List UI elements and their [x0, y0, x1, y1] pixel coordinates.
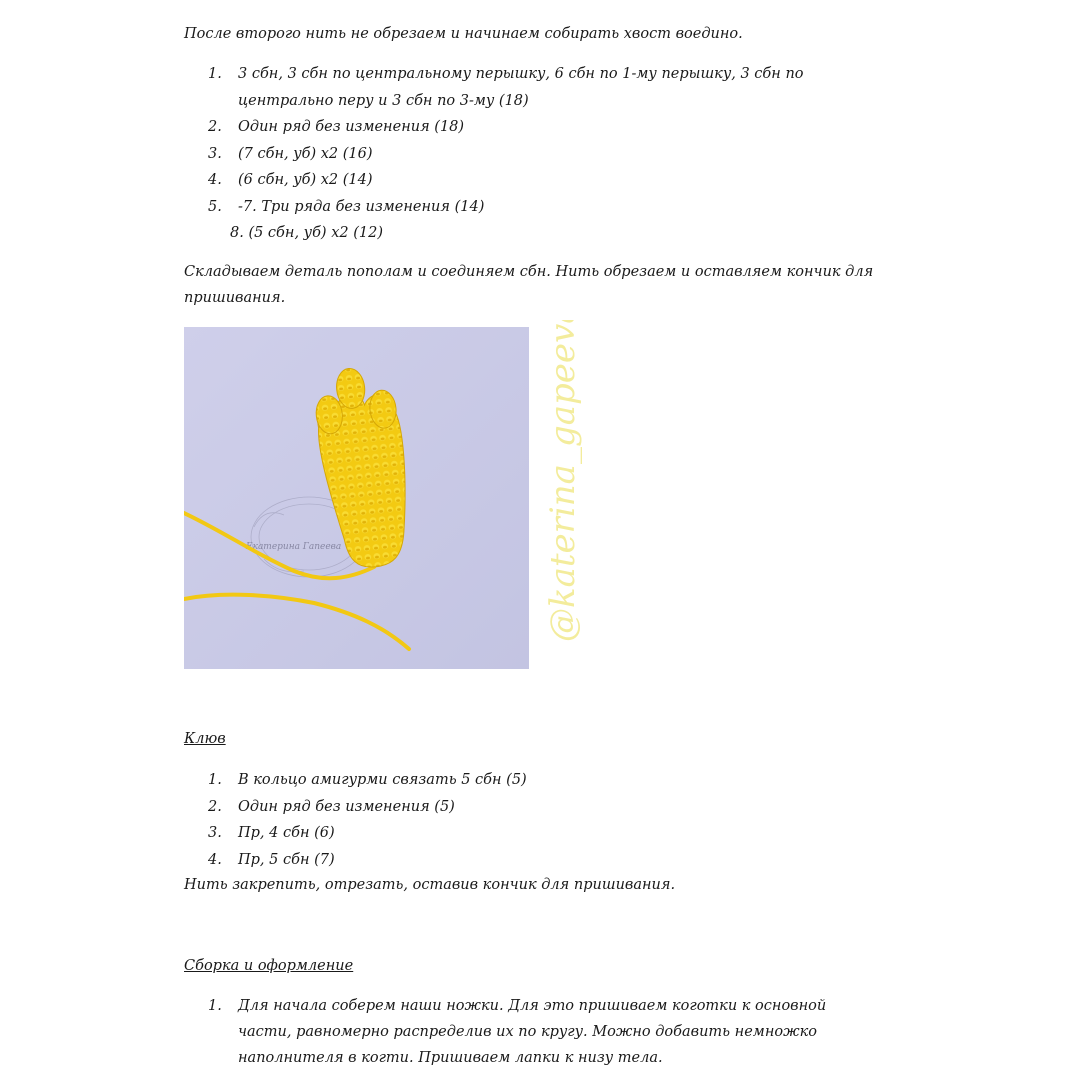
svg-text:@katerina_gapeeva: @katerina_gapeeva	[543, 320, 583, 642]
list-item: 2. Один ряд без изменения (5)	[208, 798, 455, 815]
beak-finish-text: Нить закрепить, отрезать, оставив кончик для пришивания.	[184, 877, 676, 893]
watermark	[526, 320, 596, 650]
list-item: 5. -7. Три ряда без изменения (14)	[208, 198, 485, 215]
list-item: 2. Один ряд без изменения (18)	[208, 119, 465, 135]
svg-text:Екатерина Гапеева: Екатерина Гапеева	[246, 542, 342, 552]
list-item: 8. (5 сбн, уб) х2 (12)	[230, 225, 383, 241]
list-item: 1. 3 сбн, 3 сбн по центральному перышку, 6 сбн по 1-му перышку, 3 сбн по центрально перу и 3 сбн по 3-му (18)	[208, 66, 804, 109]
intro-text: После второго нить не обрезаем и начинаем собирать хвост воедино.	[184, 26, 743, 42]
fold-instructions: Складываем деталь пополам и соединяем сбн. Нить обрезаем и оставляем кончик для пришивания.	[184, 264, 874, 306]
list-item: 4. (6 сбн, уб) х2 (14)	[208, 172, 373, 188]
list-item: 1. В кольцо амигурми связать 5 сбн (5)	[208, 772, 527, 788]
list-item: 1. Для начала соберем наши ножки. Для это пришиваем коготки к основной части, равномерно распределив их по кругу. Можно добавить немножко наполнителя в когти. Пришиваем лапки к низу тела.	[208, 998, 827, 1066]
beak-heading: Клюв	[184, 731, 226, 747]
assembly-steps-list	[184, 993, 884, 1071]
crochet-tail-photo	[184, 327, 529, 669]
list-item: 4. Пр, 5 сбн (7)	[208, 851, 335, 868]
list-item: 3. Пр, 4 сбн (6)	[208, 825, 335, 841]
list-item: 3. (7 сбн, уб) х2 (16)	[208, 145, 373, 162]
beak-steps-list	[184, 767, 884, 873]
assembly-heading: Сборка и оформление	[184, 958, 354, 974]
tail-steps-list	[184, 61, 884, 247]
